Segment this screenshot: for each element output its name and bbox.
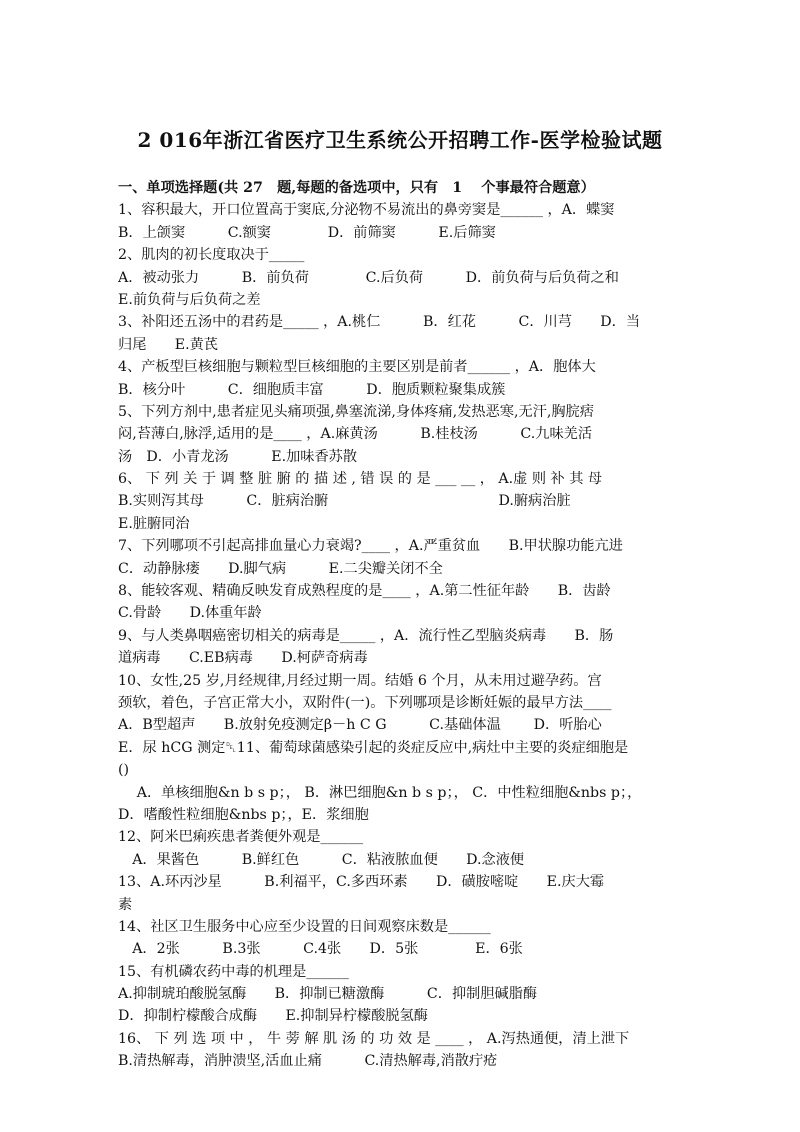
text-line: 10、女性,25 岁,月经规律,月经过期一周。结婚 6 个月，从未用过避孕药。宫 — [118, 672, 602, 689]
text-line: 素 — [118, 896, 133, 913]
text-line: C．动静脉瘘 D.脚气病 E.二尖瓣关闭不全 — [118, 560, 443, 577]
page-title: 2 016年浙江省医疗卫生系统公开招聘工作-医学检验试题 — [137, 128, 663, 152]
text-line: 9、与人类鼻咽癌密切相关的病毒是_____ ，A．流行性乙型脑炎病毒 B．肠 — [118, 627, 614, 644]
text-line: B.清热解毒，消肿溃坚,活血止痛 C.清热解毒,消散疔疮 — [118, 1053, 498, 1070]
text-line: 4、产板型巨核细胞与颗粒型巨核细胞的主要区别是前者______ ，A．胞体大 — [118, 359, 596, 376]
text-line: 颈软，着色，子宫正常大小，双附件(一)。下列哪项是诊断妊娠的最早方法____ — [118, 694, 612, 711]
text-line: 闷,苔薄白,脉浮,适用的是____ ，A.麻黄汤 B.桂枝汤 C.九味羌活 — [118, 426, 593, 443]
text-line: 7、下列哪项不引起高排血量心力衰竭?____ ，A.严重贫血 B.甲状腺功能亢进 — [118, 538, 623, 555]
text-line: B．核分叶 C．细胞质丰富 D．胞质颗粒聚集成簇 — [118, 381, 506, 398]
text-line: 14、社区卫生服务中心应至少设置的日间观察床数是______ — [118, 918, 491, 935]
text-line: A．2张 B.3张 C.4张 D．5张 E．6张 — [118, 941, 523, 958]
text-line: 1、容积最大，开口位置高于窦底,分泌物不易流出的鼻旁窦是______ ，A．蝶窦 — [118, 202, 615, 219]
text-line: E.脏腑同治 — [118, 515, 190, 532]
text-line: D．嗜酸性粒细胞&nbs p；，E．浆细胞 — [118, 806, 369, 823]
text-line: B.实则泻其母 C．脏病治腑 D.腑病治脏 — [118, 493, 571, 510]
text-line: A．果酱色 B.鲜红色 C．粘液脓血便 D.念液便 — [118, 851, 525, 868]
text-line: A．B型超声 B.放射免疫测定β－h C G C.基础体温 D．听胎心 — [118, 717, 602, 734]
text-line: 归尾 E.黄芪 — [118, 336, 218, 353]
text-line: C.骨龄 D.体重年龄 — [118, 605, 262, 622]
question-body — [118, 177, 688, 1073]
section-header: 一、单项选择题(共 27 题,每题的备选项中，只有 1 个事最符合题意） — [118, 180, 595, 196]
text-line: A．单核细胞&n b s p；， B．淋巴细胞&n b s p；， C．中性粒细胞&nbs p；， — [118, 784, 642, 801]
text-line: 汤 D．小青龙汤 E.加味香苏散 — [118, 448, 358, 465]
text-line: 15、有机磷农药中毒的机理是______ — [118, 963, 349, 980]
text-line: B．上颌窦 C.额窦 D．前筛窦 E.后筛窦 — [118, 224, 496, 241]
text-line: 13、A.环丙沙星 B.利福平，C.多西环素 D．磺胺嘧啶 E.庆大霉 — [118, 874, 605, 891]
text-line: D．抑制柠檬酸合成酶 E.抑制异柠檬酸脱氢酶 — [118, 1008, 428, 1025]
text-line: E.前负荷与后负荷之差 — [118, 291, 261, 308]
text-line: 2、肌肉的初长度取决于_____ — [118, 247, 305, 264]
text-line: 5、下列方剂中,患者症见头痛项强,鼻塞流涕,身体疼痛,发热恶寒,无汗,胸脘痞 — [118, 403, 594, 420]
text-line: A.抑制琥珀酸脱氢酶 B．抑制已糖激酶 C．抑制胆碱脂酶 — [118, 986, 538, 1003]
text-line: E．尿 hCG 测定␡11、葡萄球菌感染引起的炎症反应中,病灶中主要的炎症细胞是 — [118, 739, 629, 756]
text-line: () — [118, 762, 130, 779]
text-line: 8、能较客观、精确反映发育成熟程度的是____ ，A.第二性征年龄 B．齿龄 — [118, 583, 611, 600]
text-line: 道病毒 C.EB病毒 D.柯萨奇病毒 — [118, 650, 368, 667]
text-line: A．被动张力 B．前负荷 C.后负荷 D．前负荷与后负荷之和 — [118, 269, 619, 286]
text-line: 16、 下 列 选 项 中 ， 牛 蒡 解 肌 汤 的 功 效 是 ____ ， A.泻热通便，清上泄下 — [118, 1030, 630, 1047]
text-line: 12、阿米巴痢疾患者粪便外观是______ — [118, 829, 364, 846]
text-line: 3、补阳还五汤中的君药是_____ ，A.桃仁 B．红花 C．川芎 D．当 — [118, 314, 641, 331]
text-line: 6、 下 列 关 于 调 整 脏 腑 的 描 述 , 错 误 的 是 ___ __ ， A.虚 则 补 其 母 — [118, 471, 603, 488]
